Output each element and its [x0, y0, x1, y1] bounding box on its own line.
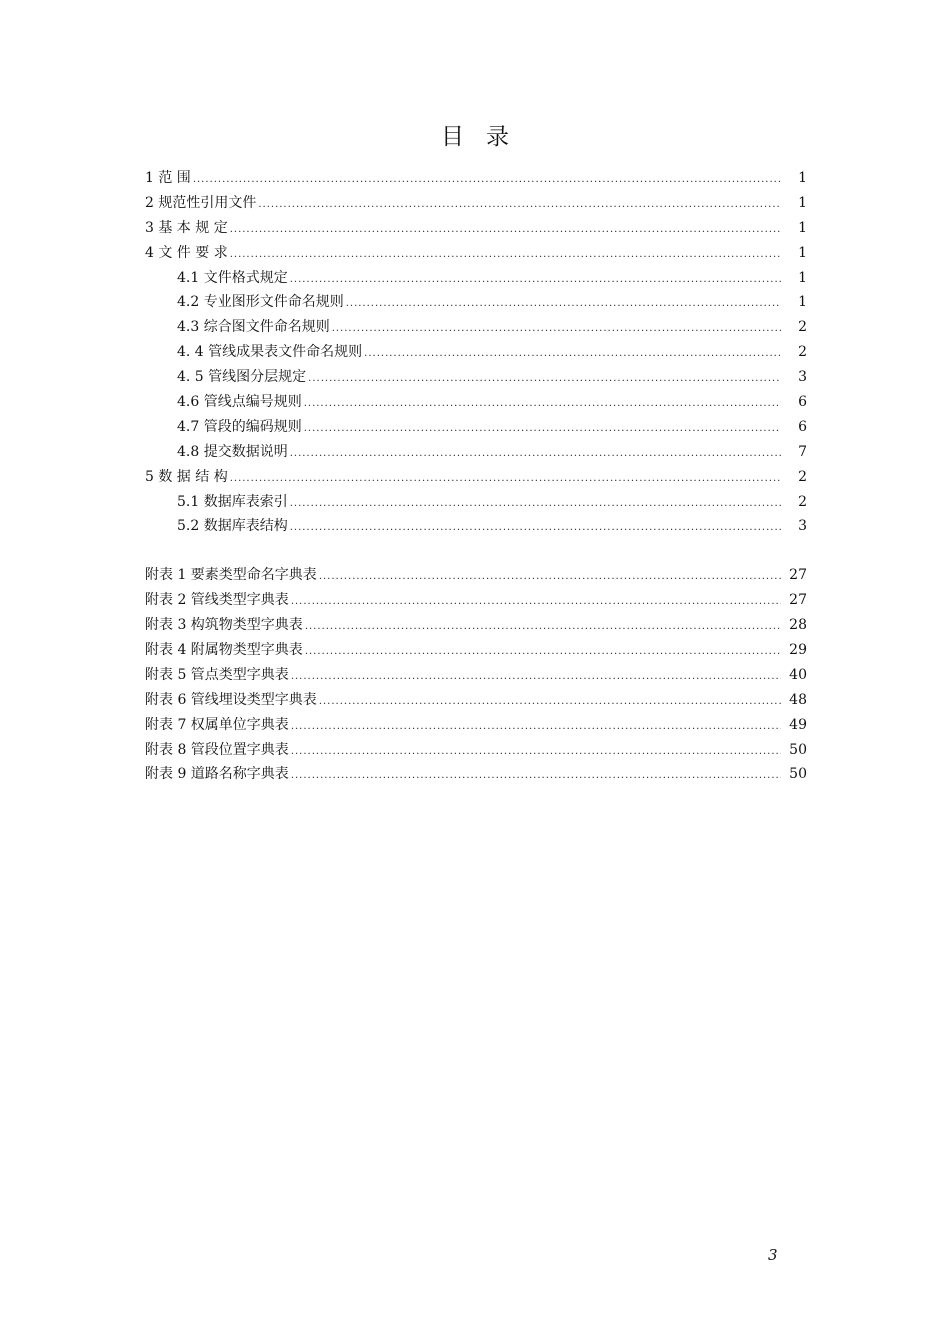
toc-entry-5[interactable]	[145, 465, 807, 490]
table-of-contents	[145, 166, 807, 787]
toc-entry-4[interactable]	[145, 241, 807, 266]
toc-appendix-3[interactable]	[145, 613, 807, 638]
toc-entry-label: 5.2 数据库表结构	[177, 518, 288, 535]
toc-entry-label: 4. 5 管线图分层规定	[177, 369, 307, 386]
toc-entry-label: 附表 4 附属物类型字典表	[145, 642, 303, 659]
toc-entry-page: 2	[798, 493, 807, 510]
toc-entry-page: 1	[798, 170, 807, 186]
toc-entry-page: 3	[798, 369, 807, 386]
toc-entry-page: 7	[798, 443, 807, 460]
page-number: 3	[768, 1246, 778, 1264]
toc-entry-label: 4.3 综合图文件命名规则	[177, 319, 330, 336]
toc-appendix-6[interactable]	[145, 688, 807, 713]
toc-dot-leader	[230, 467, 781, 492]
toc-entry-label: 附表 1 要素类型命名字典表	[145, 567, 317, 584]
toc-appendix-4[interactable]	[145, 638, 807, 663]
toc-entry-label: 附表 3 构筑物类型字典表	[145, 617, 303, 634]
toc-entry-page: 28	[789, 617, 807, 634]
toc-entry-page: 40	[789, 666, 807, 683]
toc-dot-leader	[305, 615, 781, 640]
toc-dot-leader	[258, 193, 781, 218]
toc-dot-leader	[291, 740, 781, 765]
toc-dot-leader	[291, 715, 781, 740]
toc-appendix-2[interactable]	[145, 588, 807, 613]
toc-entry-page: 2	[798, 344, 807, 361]
toc-entry-page: 2	[798, 468, 807, 485]
toc-dot-leader	[290, 492, 781, 517]
toc-entry-label: 4.2 专业图形文件命名规则	[177, 294, 344, 311]
toc-entry-1[interactable]	[145, 166, 807, 191]
toc-dot-leader	[290, 442, 781, 467]
toc-entry-label: 3 基 本 规 定	[145, 219, 228, 236]
toc-dot-leader	[304, 392, 781, 417]
toc-dot-leader	[290, 516, 781, 541]
toc-entry-page: 27	[789, 567, 807, 584]
toc-entry-page: 1	[798, 219, 807, 236]
toc-entry-label: 2 规范性引用文件	[145, 194, 257, 211]
toc-entry-label: 附表 8 管段位置字典表	[145, 741, 289, 758]
toc-entry-label: 附表 6 管线埋设类型字典表	[145, 691, 317, 708]
toc-entry-4-3[interactable]	[145, 315, 807, 340]
toc-entry-label: 4.8 提交数据说明	[177, 443, 288, 460]
toc-dot-leader	[305, 640, 781, 665]
toc-entry-label: 1 范 围	[145, 170, 191, 186]
page-title: 目录	[441, 124, 531, 150]
toc-dot-leader	[193, 168, 781, 193]
toc-appendix-1[interactable]	[145, 563, 807, 588]
toc-dot-leader	[332, 317, 781, 342]
toc-entry-page: 1	[798, 294, 807, 311]
toc-dot-leader	[319, 690, 781, 715]
toc-entry-4-8[interactable]	[145, 440, 807, 465]
toc-entry-4-1[interactable]	[145, 266, 807, 291]
toc-entry-5-1[interactable]	[145, 490, 807, 515]
toc-entry-2[interactable]	[145, 191, 807, 216]
toc-entry-label: 4.1 文件格式规定	[177, 269, 288, 286]
toc-entry-4-6[interactable]	[145, 390, 807, 415]
toc-entry-4-5[interactable]	[145, 365, 807, 390]
toc-entry-label: 4 文 件 要 求	[145, 244, 228, 261]
toc-entry-4-4[interactable]	[145, 340, 807, 365]
toc-appendix-5[interactable]	[145, 663, 807, 688]
toc-entry-page: 49	[789, 716, 807, 733]
toc-appendix-7[interactable]	[145, 713, 807, 738]
toc-entry-page: 48	[789, 691, 807, 708]
toc-entry-4-2[interactable]	[145, 290, 807, 315]
toc-dot-leader	[230, 243, 781, 268]
toc-entry-label: 附表 7 权属单位字典表	[145, 716, 289, 733]
toc-dot-leader	[364, 342, 781, 367]
toc-dot-leader	[308, 367, 781, 392]
toc-dot-leader	[291, 764, 781, 789]
toc-entry-page: 2	[798, 319, 807, 336]
toc-entry-label: 附表 5 管点类型字典表	[145, 666, 289, 683]
toc-entry-label: 4.6 管线点编号规则	[177, 394, 302, 411]
toc-dot-leader	[290, 268, 781, 293]
toc-entry-page: 27	[789, 592, 807, 609]
toc-entry-label: 4. 4 管线成果表文件命名规则	[177, 344, 363, 361]
toc-entry-page: 1	[798, 269, 807, 286]
toc-entry-page: 1	[798, 194, 807, 211]
toc-entry-label: 5 数 据 结 构	[145, 468, 228, 485]
toc-entry-3[interactable]	[145, 216, 807, 241]
toc-entry-page: 29	[789, 642, 807, 659]
toc-dot-leader	[291, 590, 781, 615]
toc-entry-page: 50	[789, 766, 807, 783]
toc-dot-leader	[304, 417, 781, 442]
toc-entry-page: 6	[798, 418, 807, 435]
toc-entry-label: 4.7 管段的编码规则	[177, 418, 302, 435]
toc-dot-leader	[230, 218, 781, 243]
toc-entry-page: 6	[798, 394, 807, 411]
toc-dot-leader	[319, 565, 781, 590]
toc-appendix-8[interactable]	[145, 738, 807, 763]
toc-entry-5-2[interactable]	[145, 514, 807, 539]
toc-dot-leader	[346, 292, 781, 317]
toc-appendix-9[interactable]	[145, 762, 807, 787]
toc-entry-page: 3	[798, 518, 807, 535]
toc-entry-label: 5.1 数据库表索引	[177, 493, 288, 510]
toc-entry-page: 1	[798, 244, 807, 261]
toc-entry-label: 附表 9 道路名称字典表	[145, 766, 289, 783]
toc-entry-label: 附表 2 管线类型字典表	[145, 592, 289, 609]
toc-entry-page: 50	[789, 741, 807, 758]
toc-entry-4-7[interactable]	[145, 415, 807, 440]
toc-dot-leader	[291, 665, 781, 690]
